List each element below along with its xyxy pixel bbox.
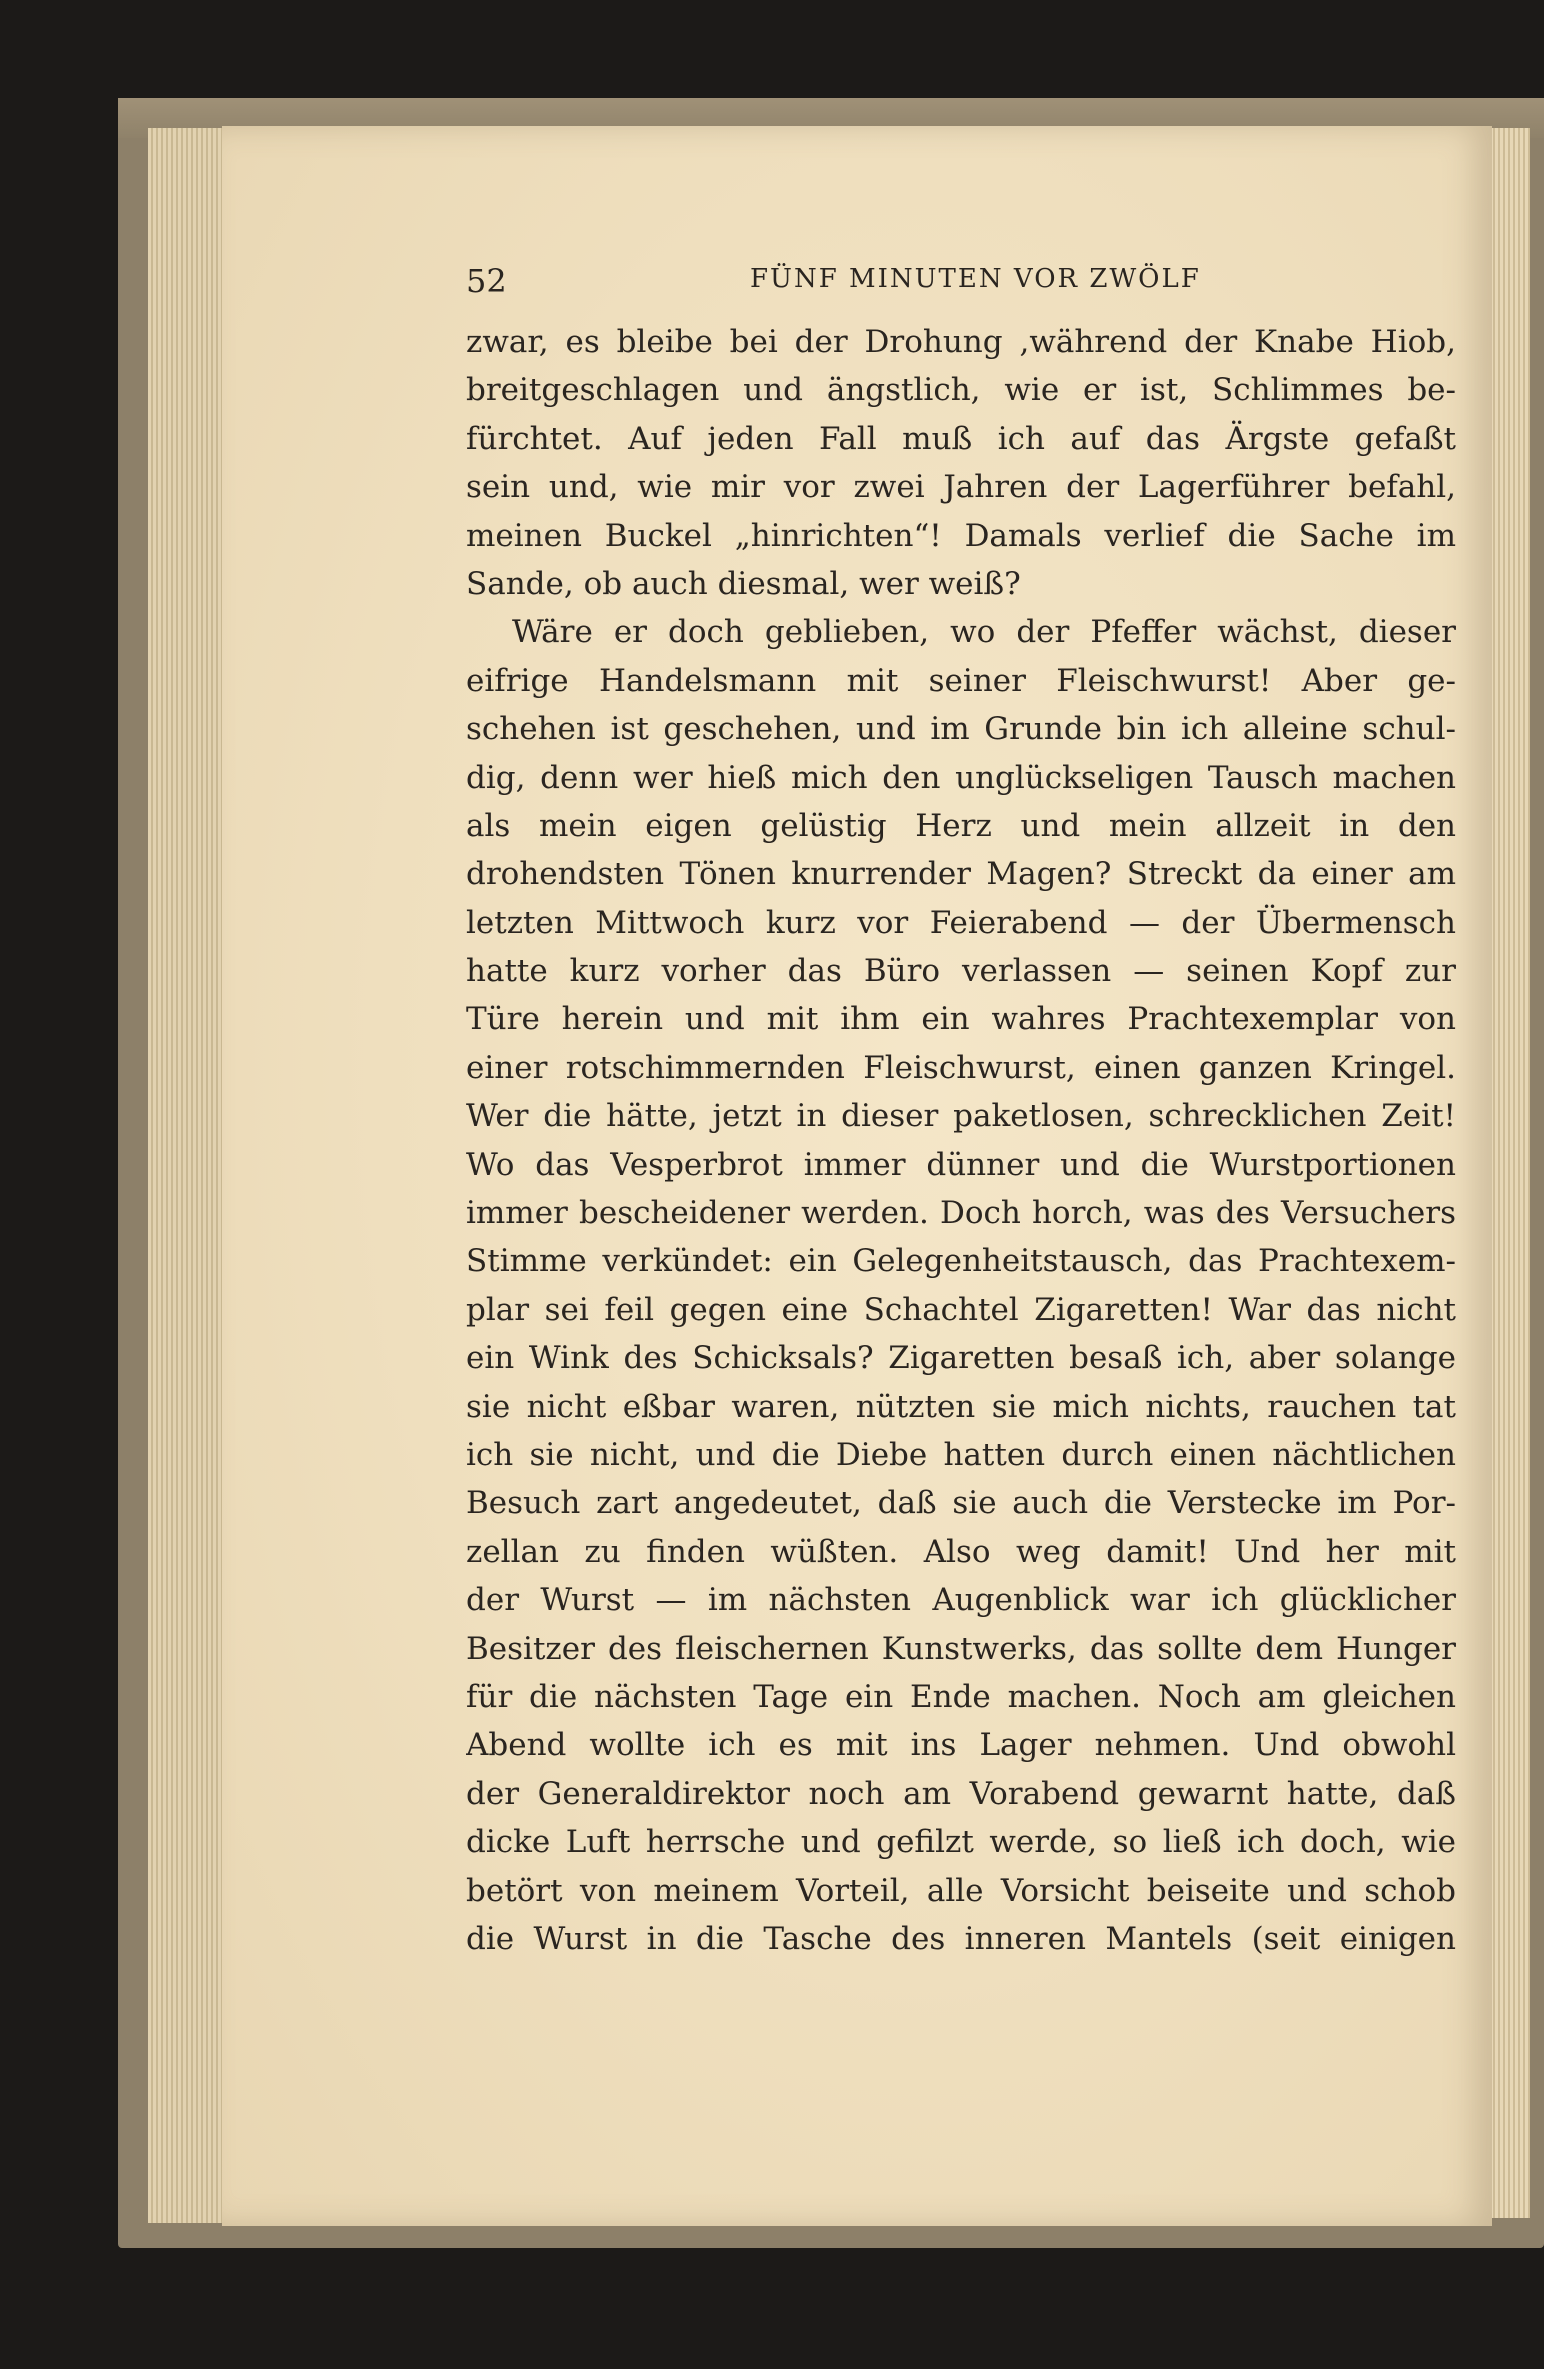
page-leaves-right [1490, 128, 1530, 2218]
text-line: zwar, es bleibe bei der Drohung ,während der Knabe Hiob, [466, 324, 1456, 360]
text-line: Wer die hätte, jetzt in dieser paketlosen, schrecklichen Zeit! [466, 1098, 1456, 1135]
text-line: Sande, ob auch diesmal, wer weiß? [466, 565, 1021, 602]
text-line: hatte kurz vorher das Büro verlassen — seinen Kopf zur [466, 953, 1456, 990]
text-line: immer bescheidener werden. Doch horch, was des Versuchers [466, 1195, 1456, 1232]
page-number: 52 [466, 262, 507, 300]
text-line: dig, denn wer hieß mich den unglückseligen Tausch machen [466, 759, 1456, 796]
text-line: drohendsten Tönen knurrender Magen? Streckt da einer am [466, 856, 1456, 893]
text-line: Wo das Vesperbrot immer dünner und die Wurstportionen [466, 1146, 1456, 1183]
text-line: breitgeschlagen und ängstlich, wie er ist, Schlimmes be- [466, 372, 1456, 409]
text-line: die Wurst in die Tasche des inneren Mantels (seit einigen [466, 1920, 1456, 1957]
text-line: Türe herein und mit ihm ein wahres Prachtexemplar von [466, 1001, 1456, 1038]
text-line: plar sei feil gegen eine Schachtel Zigaretten! War das nicht [466, 1291, 1456, 1328]
text-line: sie nicht eßbar waren, nützten sie mich nichts, rauchen tat [466, 1388, 1456, 1425]
text-line: sein und, wie mir vor zwei Jahren der Lagerführer befahl, [466, 469, 1456, 506]
text-line: Abend wollte ich es mit ins Lager nehmen. Und obwohl [466, 1727, 1456, 1764]
text-line: als mein eigen gelüstig Herz und mein allzeit in den [466, 807, 1456, 844]
page-leaves-left [148, 128, 228, 2223]
text-line: Besitzer des fleischernen Kunstwerks, das sollte dem Hunger [466, 1630, 1456, 1667]
text-line: der Wurst — im nächsten Augenblick war ich glücklicher [466, 1582, 1456, 1619]
text-line: der Generaldirektor noch am Vorabend gewarnt hatte, daß [466, 1775, 1456, 1812]
text-line: einer rotschimmernden Fleischwurst, einen ganzen Kringel. [466, 1049, 1456, 1086]
body-text [466, 318, 1456, 1963]
text-line: fürchtet. Auf jeden Fall muß ich auf das Ärgste gefaßt [466, 420, 1456, 457]
text-line: ein Wink des Schicksals? Zigaretten besaß ich, aber solange [466, 1340, 1456, 1377]
text-line: Besuch zart angedeutet, daß sie auch die Verstecke im Por- [466, 1485, 1456, 1522]
text-line: betört von meinem Vorteil, alle Vorsicht beiseite und schob [466, 1872, 1456, 1909]
text-line: eifrige Handelsmann mit seiner Fleischwurst! Aber ge- [466, 662, 1456, 699]
text-line: für die nächsten Tage ein Ende machen. Noch am gleichen [466, 1678, 1456, 1715]
text-line: dicke Luft herrsche und gefilzt werde, so ließ ich doch, wie [466, 1824, 1456, 1861]
text-line: ich sie nicht, und die Diebe hatten durch einen nächtlichen [466, 1436, 1456, 1473]
running-title: FÜNF MINUTEN VOR ZWÖLF [750, 264, 1201, 294]
text-line: Stimme verkündet: ein Gelegenheitstausch, das Prachtexem- [466, 1243, 1456, 1280]
page-header [466, 262, 1466, 302]
text-line: zellan zu finden wüßten. Also weg damit! Und her mit [466, 1533, 1456, 1570]
text-line: Wäre er doch geblieben, wo der Pfeffer wächst, dieser [512, 614, 1456, 651]
text-line: schehen ist geschehen, und im Grunde bin ich alleine schul- [466, 711, 1456, 748]
text-line: letzten Mittwoch kurz vor Feierabend — der Übermensch [466, 904, 1456, 941]
text-line: meinen Buckel „hinrichten“! Damals verlief die Sache im [466, 517, 1456, 554]
